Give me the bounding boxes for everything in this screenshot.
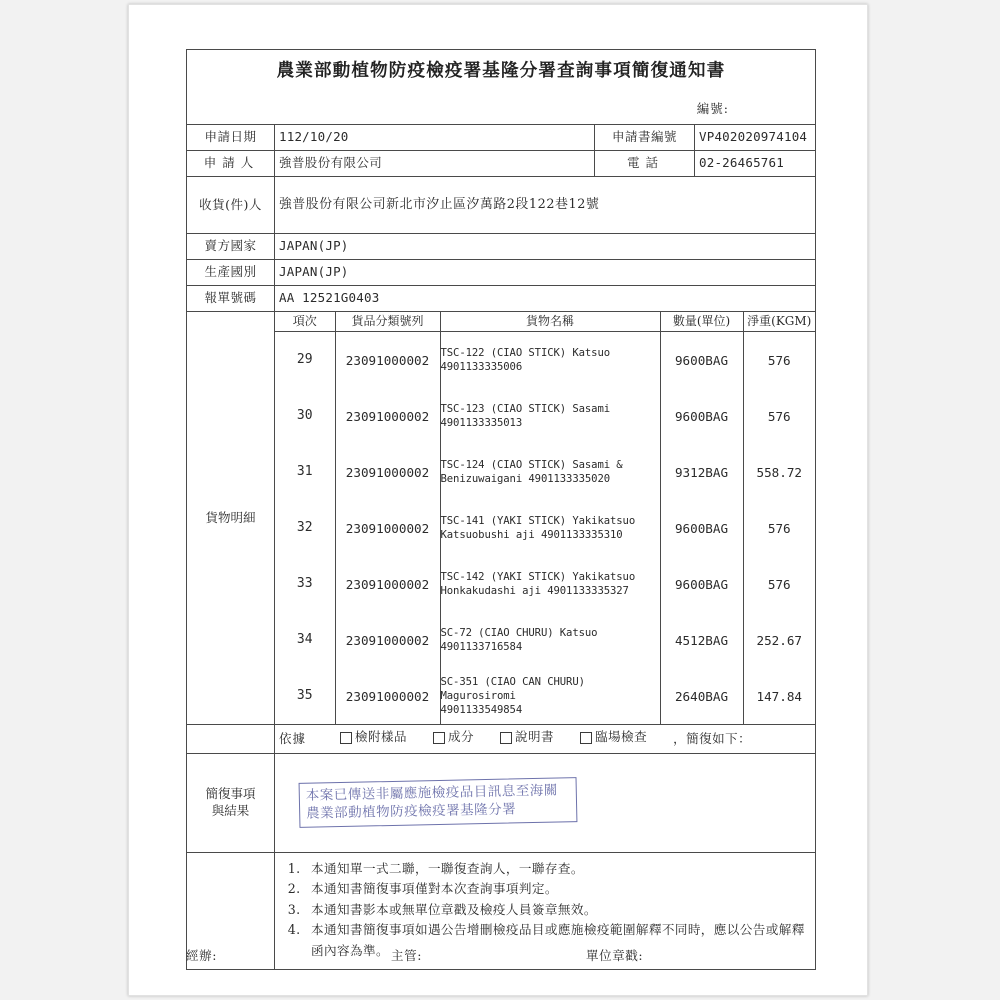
paper-sheet [128,4,868,996]
basis-cell [275,725,816,754]
consignee-label: 收貨(件)人 [187,177,275,234]
table-row [275,500,815,556]
cell-qty: 4512BAG [660,612,743,668]
cell-code: 23091000002 [335,612,440,668]
table-row [275,444,815,500]
basis-checkbox-label: 檢附樣品 [355,729,408,745]
cell-name-line1: TSC-142 (YAKI STICK) Yakikatsuo [440,570,636,583]
consignee-row [187,177,816,234]
table-row [275,388,815,444]
basis-checkbox-item[interactable] [340,729,407,746]
apply-date-value: 112/10/20 [275,125,595,151]
cell-code: 23091000002 [335,556,440,612]
consignee-value: 強普股份有限公司新北市汐止區汐萬路2段122巷12號 [275,177,816,234]
cell-qty: 9600BAG [660,332,743,389]
basis-checkbox-item[interactable] [580,729,647,746]
cell-qty: 9600BAG [660,388,743,444]
goods-header-row [275,312,815,332]
cell-seq: 35 [296,688,313,704]
basis-checkbox-item[interactable] [433,729,474,746]
basis-row [187,725,816,754]
cell-name [440,612,660,668]
note-item: 1. 本通知單一式二聯，一聯復查詢人，一聯存查。 [305,859,807,879]
applicant-value: 強普股份有限公司 [275,151,595,177]
table-row [275,612,815,668]
cell-net: 576 [743,500,815,556]
basis-tail: ，簡復如下： [673,730,752,746]
cell-qty: 2640BAG [660,668,743,724]
cell-net: 147.84 [743,668,815,724]
cell-code: 23091000002 [335,500,440,556]
seller-country-label: 賣方國家 [187,234,275,260]
checkbox-icon[interactable] [340,732,352,744]
cell-name-line1: TSC-124 (CIAO STICK) Sasami & [440,458,623,471]
serial-cell [187,94,816,125]
table-row [275,332,815,389]
cell-seq: 33 [296,576,313,592]
cell-name [440,500,660,556]
serial-label: 編號: [696,100,729,116]
cell-seq: 34 [296,632,313,648]
clerk-signature-label: 經辦: [186,948,218,963]
header-code: 貨品分類號列 [335,312,440,332]
declaration-label: 報單號碼 [187,286,275,312]
header-name: 貨物名稱 [440,312,660,332]
basis-checkbox-label: 成分 [448,729,475,745]
origin-row [187,260,816,286]
cell-code: 23091000002 [335,332,440,389]
cell-name-line1: TSC-122 (CIAO STICK) Katsuo [440,346,611,359]
basis-checkbox-item[interactable] [500,729,554,746]
cell-name-line1: SC-72 (CIAO CHURU) Katsuo [440,626,598,639]
header-seq: 項次 [275,312,335,332]
stamp-line-1: 本案已傳送非屬應施檢疫品目訊息至海關 [305,782,558,804]
cell-qty: 9600BAG [660,500,743,556]
table-row [275,556,815,612]
supervisor-signature-label: 主管: [391,948,423,963]
goods-table [275,312,815,724]
declaration-row [187,286,816,312]
applicant-label: 申請人 [187,151,275,177]
applicant-row [187,151,816,177]
table-row [275,668,815,724]
goods-table-cell [275,312,816,725]
cell-name-line2: Katsuobushi aji 4901133335310 [440,529,623,541]
cell-qty: 9600BAG [660,556,743,612]
stamp-line-2: 農業部動植物防疫檢疫署基隆分署 [306,801,517,822]
header-net: 淨重(KGM) [743,312,815,332]
phone-label: 電話 [595,151,695,177]
cell-name-line2: 4901133716584 [440,641,523,653]
cell-seq: 32 [296,520,313,536]
basis-checkbox-label: 說明書 [515,729,555,745]
reply-label [187,754,275,853]
seller-country-row [187,234,816,260]
cell-name [440,668,660,724]
cell-name-line2: 4901133549854 [440,704,523,717]
cell-net: 558.72 [743,444,815,500]
cell-name-line2: 4901133335013 [440,417,523,429]
unit-seal-label: 單位章戳: [586,948,644,963]
basis-checkbox-group [340,729,673,748]
cell-seq: 31 [296,464,313,480]
seller-country-value: JAPAN(JP) [275,234,816,260]
page-title: 農業部動植物防疫檢疫署基隆分署查詢事項簡復通知書 [276,61,726,82]
cell-name [440,444,660,500]
note-item: 2. 本通知書簡復事項僅對本次查詢事項判定。 [305,879,807,899]
reply-body [275,754,816,853]
header-qty: 數量(單位) [660,312,743,332]
title-row [187,50,816,95]
note-item: 4. 本通知書簡復事項如遇公告增刪檢疫品目或應施檢疫範圍解釋不同時，應以公告或解釋函內容為準。 [305,920,807,961]
cell-name-line1: TSC-141 (YAKI STICK) Yakikatsuo [440,514,636,527]
checkbox-icon[interactable] [500,732,512,744]
cell-name [440,556,660,612]
cell-net: 252.67 [743,612,815,668]
apply-date-row [187,125,816,151]
apply-date-label: 申請日期 [187,125,275,151]
cell-name-line1: SC-351 (CIAO CAN CHURU) Magurosiromi [440,675,585,702]
cell-name-line2: Benizuwaigani 4901133335020 [440,473,611,485]
apply-no-label: 申請書編號 [595,125,695,151]
checkbox-icon[interactable] [433,732,445,744]
basis-label: 依據 [279,730,307,746]
notice-form [186,49,815,970]
cell-qty: 9312BAG [660,444,743,500]
cell-code: 23091000002 [335,668,440,724]
cell-net: 576 [743,388,815,444]
cell-code: 23091000002 [335,388,440,444]
origin-value: JAPAN(JP) [275,260,816,286]
cell-code: 23091000002 [335,444,440,500]
cell-name-line2: 4901133335006 [440,361,523,373]
cell-name [440,388,660,444]
title-cell [187,50,816,95]
approval-stamp [299,777,578,828]
reply-row [187,754,816,853]
origin-label: 生產國別 [187,260,275,286]
phone-value: 02-26465761 [695,151,816,177]
goods-section-label: 貨物明細 [187,312,275,725]
goods-section-row [187,312,816,725]
note-item: 3. 本通知書影本或無單位章戳及檢疫人員簽章無效。 [305,900,807,920]
cell-net: 576 [743,556,815,612]
declaration-value: AA 12521G0403 [275,286,816,312]
cell-name [440,332,660,389]
reply-label-line2: 與結果 [211,803,250,818]
cell-name-line2: Honkakudashi aji 4901133335327 [440,585,629,597]
goods-body [275,332,815,725]
cell-seq: 29 [296,352,313,368]
checkbox-icon[interactable] [580,732,592,744]
serial-row [187,94,816,125]
cell-seq: 30 [296,408,313,424]
reply-label-line1: 簡復事項 [205,786,256,802]
signature-row [186,946,815,964]
basis-checkbox-label: 臨場檢查 [595,729,648,745]
apply-no-value: VP402020974104 [695,125,816,151]
cell-name-line1: TSC-123 (CIAO STICK) Sasami [440,402,611,415]
cell-net: 576 [743,332,815,389]
form-table [186,49,816,970]
